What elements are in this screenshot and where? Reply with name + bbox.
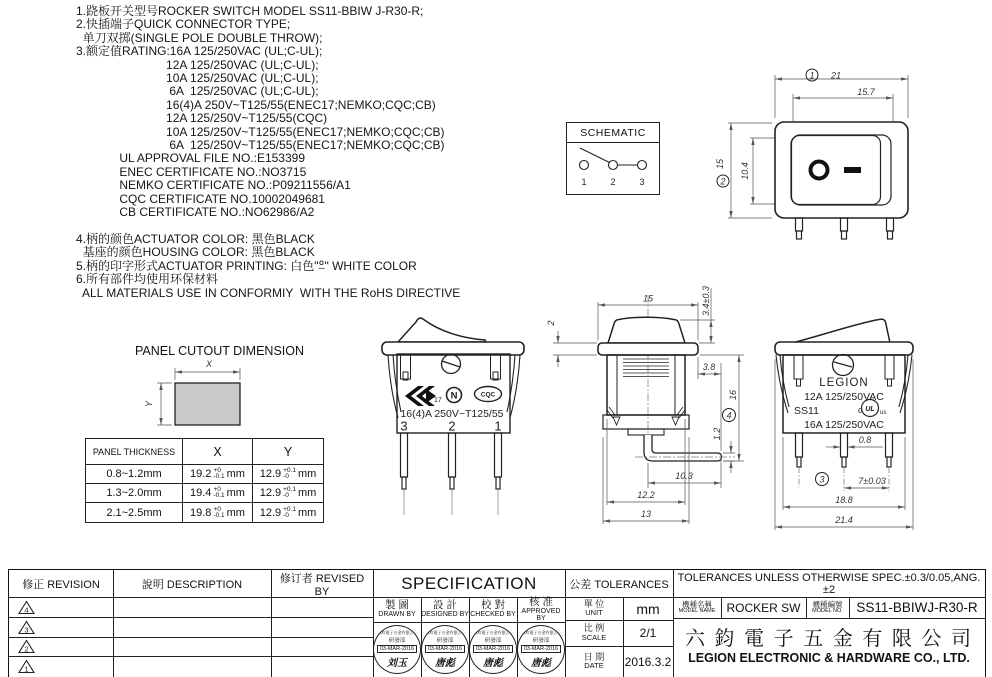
- cutout-row: [86, 484, 323, 503]
- dim-21-4: 21.4: [835, 515, 853, 525]
- snap-clips: [607, 407, 685, 418]
- terminal-slots: [401, 355, 501, 380]
- note-line: 10A 125/250VAC (UL;C-UL);: [76, 71, 319, 86]
- terminal-number-1: 1: [494, 418, 502, 434]
- enec-mark-icon: [405, 386, 442, 406]
- tolerance-note: TOLERANCES UNLESS OTHERWISE SPEC.±0.3/0.05,ANG.±2: [677, 571, 981, 596]
- dim-0-8: 0.8: [858, 435, 872, 445]
- rocker-actuator: [792, 319, 890, 343]
- svg-text:c: c: [858, 405, 863, 415]
- svg-text:2: 2: [24, 644, 29, 654]
- front-view-drawing: [698, 52, 992, 248]
- note-line-actuator-printing: 5.柄的印字形式ACTUATOR PRINTING: 白色" O — " WHITE COLOR: [76, 258, 417, 273]
- terminal-1-label: 1: [581, 177, 587, 187]
- note-line: [76, 220, 546, 233]
- thickness: 1.3~2.0mm: [86, 484, 183, 503]
- ref-1: 1: [809, 70, 815, 81]
- revision-triangle-icon: [18, 659, 35, 674]
- approved-by-stamp: 六鈞電子五金有限公司 研發部 03-MAR-2016 唐彪: [517, 622, 565, 677]
- svg-text:us: us: [880, 410, 887, 416]
- cutout-diagram: [143, 356, 265, 436]
- scale-label: 比 例 SCALE: [581, 623, 607, 642]
- dim-height-15: 15: [715, 158, 725, 170]
- col-panel-thickness: PANEL THICKNESS: [86, 439, 183, 465]
- marking-view-drawing: [748, 295, 992, 547]
- note-line: ENEC CERTIFICATE NO.:NO3715: [76, 164, 307, 179]
- flange: [382, 342, 524, 355]
- y-value: 12.9 +0.1 -0 mm: [259, 505, 317, 519]
- dim-13: 13: [640, 509, 652, 519]
- y-value: 12.9 +0.1 -0 mm: [253, 484, 323, 503]
- note-line: 16(4)A 250V~T125/55(ENEC17;NEMKO;CQC;CB): [76, 97, 436, 112]
- revision-triangle-icon: [18, 620, 35, 635]
- note-line: 4.柄的颜色ACTUATOR COLOR: 黑色BLACK: [76, 231, 315, 246]
- enec-number: 17: [434, 397, 442, 404]
- actuator: [608, 317, 685, 343]
- x-label: X: [205, 359, 213, 369]
- flange: [598, 343, 698, 355]
- ref-2: 2: [720, 176, 726, 187]
- checked-by-header: 校 對 CHECKED BY: [470, 599, 516, 619]
- cutout-rect: [175, 383, 240, 425]
- dim-15: 15: [642, 293, 654, 304]
- rating-marking-1: 12A 125/250VAC: [804, 391, 884, 403]
- thickness: 2.1~2.5mm: [86, 503, 183, 522]
- note-line: 单刀双掷(SINGLE POLE DOUBLE THROW);: [76, 30, 323, 45]
- ref-3: 3: [819, 474, 825, 485]
- revised-by-header: 修订者 REVISED BY: [279, 572, 365, 598]
- dim-3-4: 3.4±0.3: [701, 286, 711, 316]
- model-no-label: 機種編號 MODEL NO.: [812, 599, 843, 614]
- revision-row-2: [9, 637, 113, 656]
- dim-18-8: 18.8: [835, 495, 853, 505]
- note-line: 3.额定值RATING:16A 125/250VAC (UL;C-UL);: [76, 44, 323, 59]
- designed-by-stamp: 六鈞電子五金有限公司 研發部 03-MAR-2016 唐彪: [421, 622, 469, 677]
- title-block: [8, 569, 986, 677]
- svg-text:4: 4: [24, 605, 29, 614]
- revision-row-3: [9, 617, 113, 637]
- thickness: 0.8~1.2mm: [86, 465, 183, 484]
- note-line: ALL MATERIALS USE IN CONFORMIY WITH THE RoHS DIRECTIVE: [76, 285, 461, 300]
- model-name-label: 機種名稱 MODEL NAME: [678, 599, 716, 614]
- svg-text:1: 1: [24, 664, 29, 674]
- cutout-row: [86, 503, 323, 522]
- revision-row-1: [9, 656, 113, 677]
- rocker-print-symbol: O —: [318, 260, 325, 272]
- notes-block: [76, 5, 546, 300]
- schematic-diagram: [567, 143, 659, 193]
- ref-4: 4: [726, 410, 732, 421]
- terminal-3-label: 3: [639, 177, 645, 187]
- dim-3-8: 3.8: [702, 362, 716, 372]
- note-line: 2.快插端子QUICK CONNECTOR TYPE;: [76, 17, 291, 32]
- unit-label: 單 位 UNIT: [583, 598, 605, 618]
- x-value: 19.8 +0 -0.1 mm: [183, 503, 253, 522]
- switch-front-outline: [775, 122, 908, 218]
- scale-value: 2/1: [639, 626, 657, 640]
- note-line: 基座的颜色HOUSING COLOR: 黑色BLACK: [76, 245, 315, 260]
- date-value: 2016.3.2: [624, 654, 672, 669]
- schematic-title: SCHEMATIC: [567, 123, 659, 143]
- cutout-row: [86, 465, 323, 484]
- approved-by-header: 核 准 APPROVED BY: [521, 595, 561, 623]
- brand-marking: LEGION: [819, 377, 869, 389]
- dim-12-2: 12.2: [637, 490, 655, 500]
- col-x: X: [183, 439, 253, 465]
- dim-1-2: 1.2: [712, 427, 722, 441]
- col-y: Y: [253, 439, 323, 465]
- model-marking: SS11: [794, 405, 819, 417]
- model-name-value: ROCKER SW: [726, 600, 801, 615]
- dim-width-21: 21: [830, 70, 842, 81]
- designed-by-header: 設 計 DESIGNED BY: [421, 599, 469, 619]
- dim-7: 7±0.03: [858, 476, 886, 486]
- note-line: NEMKO CERTIFICATE NO.:P09211556/A1: [76, 178, 351, 193]
- rocker-actuator: [398, 318, 486, 342]
- specification-header: SPECIFICATION: [401, 573, 537, 593]
- note-line: CB CERTIFICATE NO.:NO62986/A2: [76, 205, 315, 220]
- rocker-dash-marking: [844, 167, 861, 173]
- flange: [775, 342, 913, 355]
- note-line: 1.跷板开关型号ROCKER SWITCH MODEL SS11-BBIW J-R30-R;: [76, 4, 424, 18]
- revision-triangle-icon: [18, 600, 35, 615]
- model-no-value: SS11-BBIWJ-R30-R: [856, 600, 978, 615]
- dim-2: 2: [546, 320, 556, 326]
- dim-10-3: 10.3: [675, 471, 693, 481]
- company-name-en: LEGION ELECTRONIC & HARDWARE CO., LTD.: [688, 651, 970, 666]
- company-block: [673, 618, 985, 677]
- note-line: 6A 125/250VAC (UL;C-UL);: [76, 84, 319, 99]
- unit-value: mm: [636, 600, 660, 617]
- x-value: 19.2 +0 -0.1 mm: [183, 465, 253, 484]
- company-name-zh: 六 鈞 電 子 五 金 有 限 公 司: [684, 628, 973, 651]
- terminal-number-3: 3: [400, 418, 408, 434]
- svg-text:UL: UL: [865, 406, 875, 413]
- schematic-box: [566, 122, 660, 195]
- end-view-pins: [401, 433, 502, 515]
- note-line: 12A 125/250V~T125/55(CQC): [76, 111, 328, 126]
- housing: [607, 355, 685, 415]
- cqc-text: CQC: [480, 391, 496, 399]
- note-line: CQC CERTIFICATE NO.10002049681: [76, 191, 325, 206]
- dim-width-15-7: 15.7: [857, 87, 875, 97]
- cutout-title: PANEL CUTOUT DIMENSION: [135, 344, 305, 358]
- revision-header: 修正 REVISION: [22, 578, 100, 591]
- cutout-table: [85, 438, 324, 523]
- svg-text:3: 3: [24, 625, 29, 634]
- front-view-pins: [796, 218, 894, 239]
- note-line: 6A 125/250V~T125/55(ENEC17;NEMKO;CQC;CB): [76, 138, 445, 153]
- drawn-by-header: 製 圖 DRAWN BY: [378, 599, 416, 619]
- dim-height-10-4: 10.4: [740, 162, 750, 180]
- revision-row-4: [9, 597, 113, 617]
- terminal-2-label: 2: [610, 177, 616, 187]
- note-line: 6.所有部件均使用环保材料: [76, 272, 219, 287]
- description-header: 說明 DESCRIPTION: [141, 578, 243, 591]
- dim-16: 16: [728, 389, 738, 401]
- rating-marking: 16(4)A 250V~T125/55: [400, 408, 504, 420]
- date-label: 日 期 DATE: [583, 651, 605, 671]
- tolerances-header: 公差 TOLERANCES: [569, 578, 669, 591]
- cutout-table-header: [86, 439, 323, 465]
- end-view-drawing: [362, 302, 532, 542]
- x-value: 19.4 +0 -0.1 mm: [183, 484, 253, 503]
- ribs: [623, 359, 669, 377]
- side-view-drawing: [543, 283, 760, 535]
- nemko-n: N: [450, 390, 458, 402]
- note-line: 10A 125/250V~T125/55(ENEC17;NEMKO;CQC;CB): [76, 124, 445, 139]
- drawn-by-stamp: 六鈞電子五金有限公司 研發部 03-MAR-2016 刘玉: [373, 622, 421, 677]
- y-value: 12.9 +0.1 -0 mm: [253, 465, 323, 484]
- note-line: UL APPROVAL FILE NO.:E153399: [76, 151, 305, 166]
- terminal-number-2: 2: [448, 418, 456, 434]
- checked-by-stamp: 六鈞電子五金有限公司 研發部 03-MAR-2016 唐彪: [469, 622, 517, 677]
- y-label: Y: [144, 400, 154, 408]
- rating-marking-2: 16A 125/250VAC: [804, 419, 884, 431]
- revision-triangle-icon: [18, 639, 35, 654]
- note-line: 12A 125/250VAC (UL;C-UL);: [76, 57, 319, 72]
